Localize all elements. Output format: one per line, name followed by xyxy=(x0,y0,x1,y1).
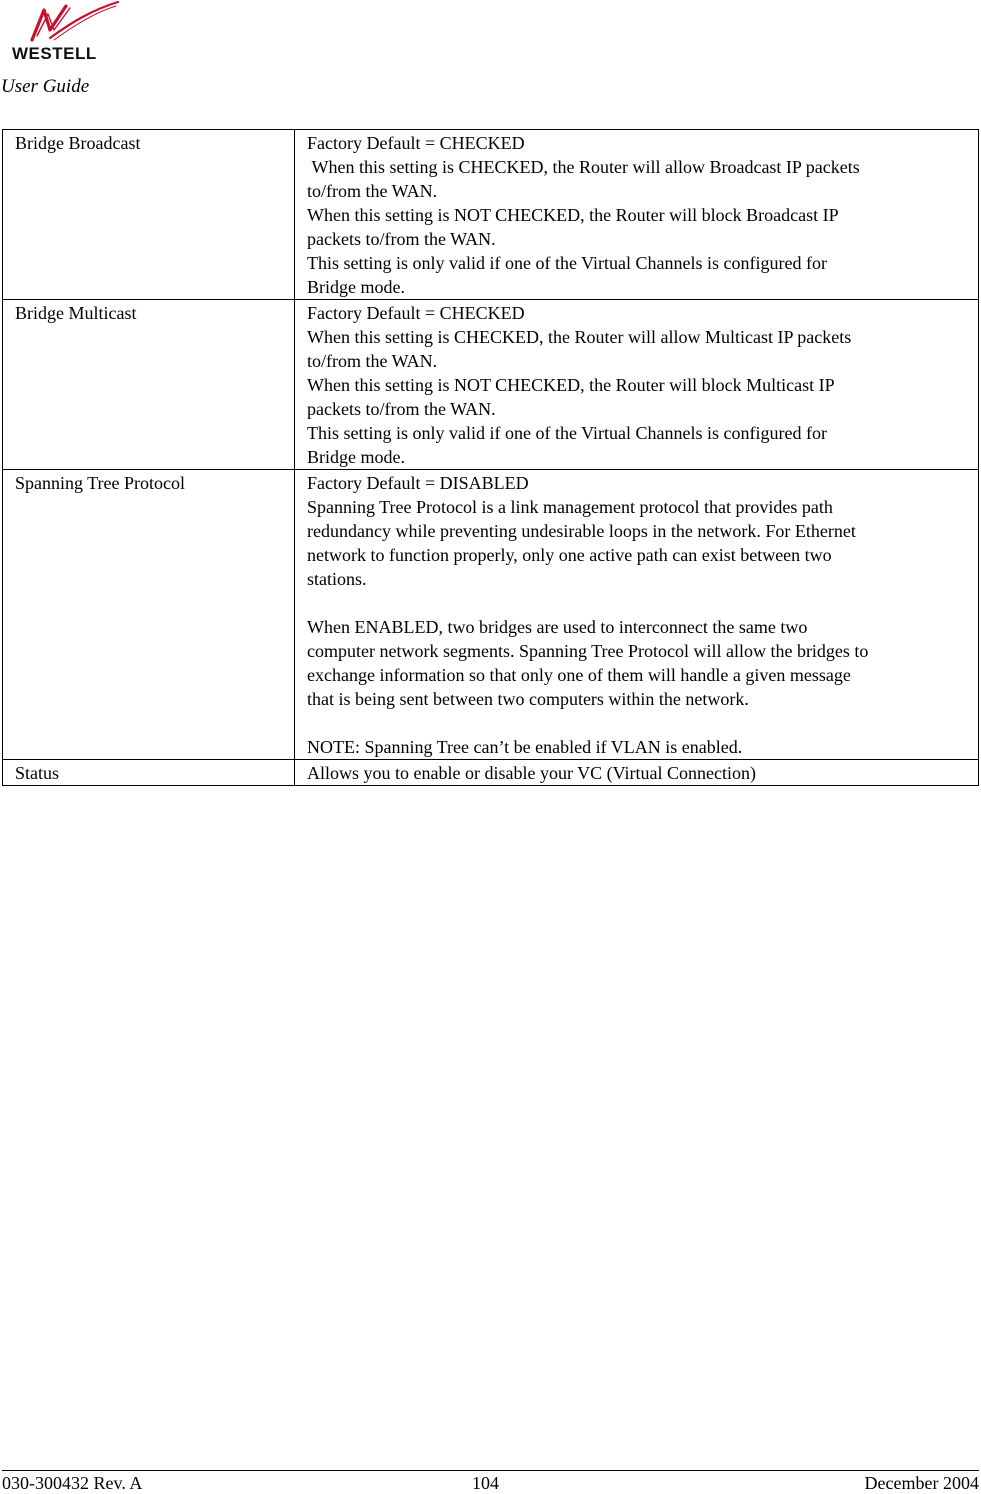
description-line: Bridge mode. xyxy=(307,277,405,297)
description-line: that is being sent between two computers within the network. xyxy=(307,689,749,709)
description-line: exchange information so that only one of them will handle a given message xyxy=(307,665,851,685)
blank-line xyxy=(307,711,966,735)
user-guide-label: User Guide xyxy=(1,76,90,97)
description-line: network to function properly, only one active path can exist between two xyxy=(307,545,832,565)
description-line: Factory Default = CHECKED xyxy=(307,303,525,323)
table-row xyxy=(3,760,979,786)
setting-description xyxy=(295,300,979,470)
description-line: Factory Default = CHECKED xyxy=(307,133,525,153)
description-line: When ENABLED, two bridges are used to interconnect the same two xyxy=(307,617,808,637)
description-line: redundancy while preventing undesirable loops in the network. For Ethernet xyxy=(307,521,856,541)
description-line: to/from the WAN. xyxy=(307,181,438,201)
description-line: This setting is only valid if one of the Virtual Channels is configured for xyxy=(307,253,827,273)
document-date: December 2004 xyxy=(864,1473,979,1493)
description-line: packets to/from the WAN. xyxy=(307,229,496,249)
setting-name: Bridge Multicast xyxy=(3,300,295,470)
table-row xyxy=(3,470,979,760)
setting-name: Spanning Tree Protocol xyxy=(3,470,295,760)
brand-name: WESTELL xyxy=(12,44,97,63)
blank-line xyxy=(307,591,966,615)
description-line: Allows you to enable or disable your VC (Virtual Connection) xyxy=(307,763,757,783)
description-line: This setting is only valid if one of the Virtual Channels is configured for xyxy=(307,423,827,443)
westell-logo xyxy=(10,0,120,66)
setting-name: Bridge Broadcast xyxy=(3,130,295,300)
description-line: When this setting is NOT CHECKED, the Router will block Broadcast IP xyxy=(307,205,839,225)
description-line: NOTE: Spanning Tree can’t be enabled if VLAN is enabled. xyxy=(307,737,743,757)
westell-swoosh-icon xyxy=(10,0,120,48)
description-line: When this setting is CHECKED, the Router will allow Multicast IP packets xyxy=(307,327,852,347)
description-line: to/from the WAN. xyxy=(307,351,438,371)
description-line: When this setting is CHECKED, the Router will allow Broadcast IP packets xyxy=(307,157,860,177)
description-line: Factory Default = DISABLED xyxy=(307,473,529,493)
footer-divider xyxy=(2,1470,979,1471)
table-row xyxy=(3,300,979,470)
description-line: Spanning Tree Protocol is a link management protocol that provides path xyxy=(307,497,833,517)
description-line: stations. xyxy=(307,569,367,589)
setting-description xyxy=(295,760,979,786)
description-line: computer network segments. Spanning Tree Protocol will allow the bridges to xyxy=(307,641,869,661)
description-line: Bridge mode. xyxy=(307,447,405,467)
description-line: packets to/from the WAN. xyxy=(307,399,496,419)
setting-description xyxy=(295,130,979,300)
setting-name: Status xyxy=(3,760,295,786)
settings-table xyxy=(2,129,979,786)
setting-description xyxy=(295,470,979,760)
page-number: 104 xyxy=(472,1473,499,1493)
table-row xyxy=(3,130,979,300)
description-line: When this setting is NOT CHECKED, the Router will block Multicast IP xyxy=(307,375,835,395)
document-number: 030-300432 Rev. A xyxy=(2,1473,143,1493)
